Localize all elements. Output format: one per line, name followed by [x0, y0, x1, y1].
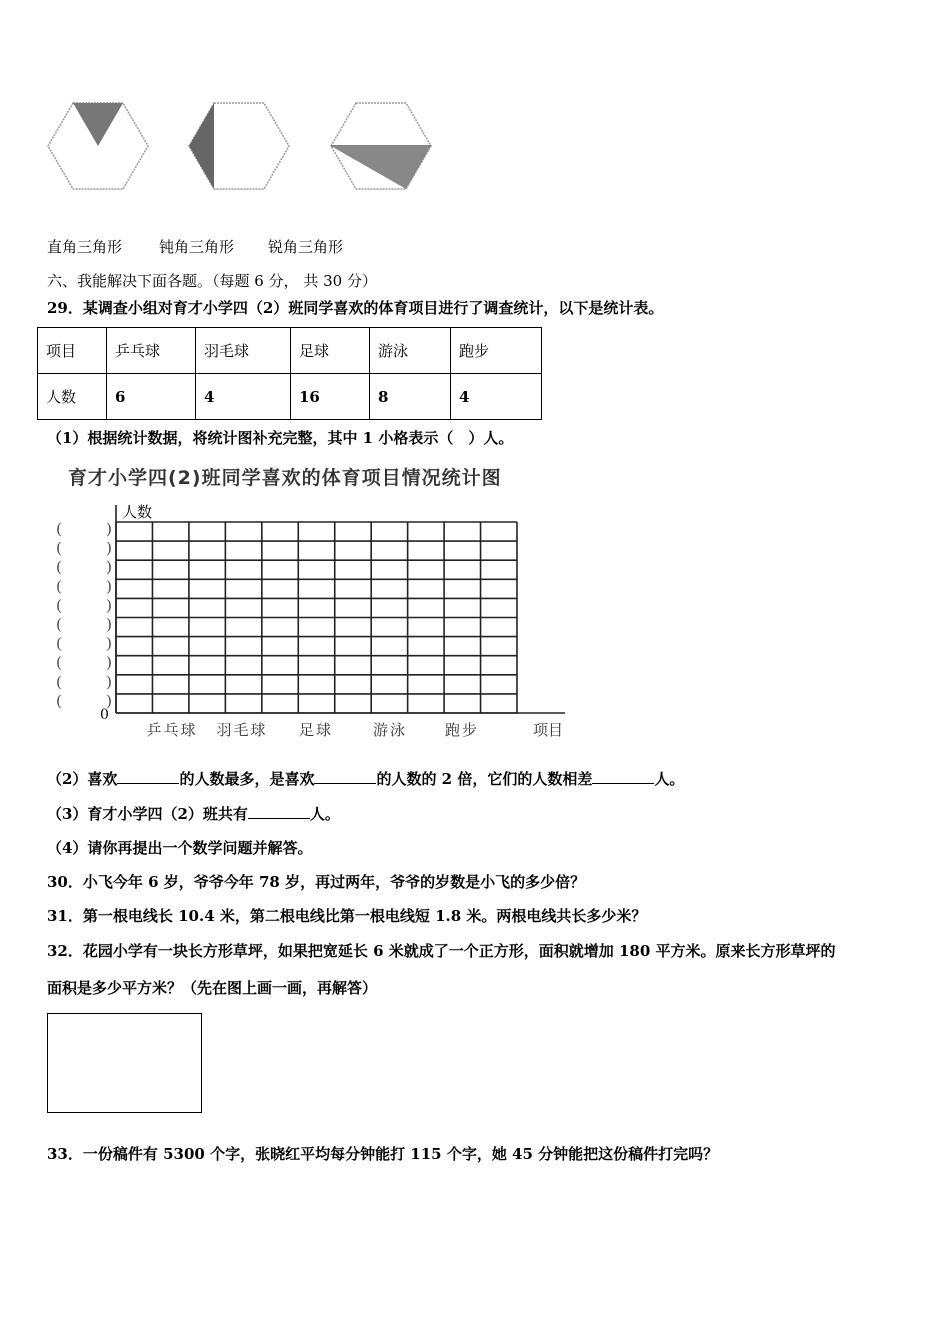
- table-row: [38, 374, 542, 420]
- y-tick-blank: ( ): [56, 577, 112, 596]
- q29-part4: （4）请你再提出一个数学问题并解答。: [47, 839, 313, 857]
- text: 人。: [309, 805, 340, 823]
- chart-title: 育才小学四(2)班同学喜欢的体育项目情况统计图: [68, 467, 502, 489]
- y-tick-blank: ( ): [56, 520, 112, 538]
- text: 的人数的 2 倍，它们的人数相差: [376, 770, 593, 788]
- table-cell: 项目: [38, 328, 107, 374]
- y-axis-label: 人数: [122, 503, 153, 521]
- q32-line2: 面积是多少平方米？（先在图上画一画，再解答）: [47, 979, 378, 997]
- x-tick-label: 足球: [298, 721, 334, 739]
- q29-stem: 29．某调查小组对育才小学四（2）班同学喜欢的体育项目进行了调查统计，以下是统计表。: [47, 299, 664, 317]
- table-cell: 游泳: [370, 328, 451, 374]
- answer-blank[interactable]: [314, 783, 376, 784]
- q33: 33．一份稿件有 5300 个字，张晓红平均每分钟能打 115 个字，她 45 分钟能把这份稿件打完吗？: [47, 1145, 719, 1163]
- x-tick-label: 跑步: [444, 721, 480, 739]
- table-cell: 足球: [291, 328, 370, 374]
- answer-blank[interactable]: [248, 818, 310, 819]
- q29-part2: [47, 768, 684, 789]
- table-cell: 8: [370, 374, 451, 420]
- table-cell: 人数: [38, 374, 107, 420]
- y-tick-blank: ( ): [56, 558, 112, 577]
- drawing-rectangle[interactable]: [47, 1013, 202, 1113]
- y-tick-blank: ( ): [56, 691, 112, 710]
- x-tick-label: 羽毛球: [216, 721, 268, 739]
- label-acute-triangle: 锐角三角形: [268, 238, 344, 256]
- text: （2）喜欢: [47, 770, 118, 788]
- bar-chart-grid: [0, 495, 600, 745]
- text: 人。: [654, 770, 685, 788]
- hexagon-figures: [0, 0, 950, 260]
- table-cell: 跑步: [451, 328, 542, 374]
- section-heading: 六、我能解决下面各题。（每题 6 分， 共 30 分）: [47, 272, 377, 290]
- y-tick-blank: ( ): [56, 539, 112, 558]
- answer-blank[interactable]: [117, 783, 179, 784]
- y-tick-blank: ( ): [56, 653, 112, 672]
- q31: 31．第一根电线长 10.4 米，第二根电线比第一根电线短 1.8 米。两根电线共长多少米？: [47, 907, 647, 925]
- table-cell: 16: [291, 374, 370, 420]
- table-header-row: [38, 328, 542, 374]
- y-tick-blank: ( ): [56, 596, 112, 615]
- table-cell: 4: [451, 374, 542, 420]
- y-tick-blank: ( ): [56, 672, 112, 691]
- label-obtuse-triangle: 钝角三角形: [159, 238, 235, 256]
- text: 的人数最多，是喜欢: [179, 770, 315, 788]
- q29-part3: [47, 803, 340, 824]
- table-cell: 4: [196, 374, 291, 420]
- y-tick-blank: ( ): [56, 634, 112, 653]
- x-axis-label: 项目: [532, 721, 564, 739]
- label-right-triangle: 直角三角形: [47, 238, 123, 256]
- q30: 30．小飞今年 6 岁，爷爷今年 78 岁，再过两年，爷爷的岁数是小飞的多少倍？: [47, 873, 586, 891]
- table-cell: 羽毛球: [196, 328, 291, 374]
- table-cell: 乒乓球: [107, 328, 196, 374]
- hexagon-acute-triangle: [331, 103, 431, 189]
- answer-blank[interactable]: [592, 783, 654, 784]
- table-cell: 6: [107, 374, 196, 420]
- q32-line1: 32．花园小学有一块长方形草坪，如果把宽延长 6 米就成了一个正方形，面积就增加 180 平方米。原来长方形草坪的: [47, 942, 836, 960]
- hexagon-obtuse-triangle: [189, 103, 289, 189]
- stats-table: [37, 327, 542, 420]
- x-tick-label: 乒乓球: [146, 721, 198, 739]
- y-tick-blank: ( ): [56, 615, 112, 634]
- q29-part1: （1）根据统计数据，将统计图补充完整，其中 1 小格表示（ ）人。: [47, 429, 514, 447]
- zero-tick: 0: [100, 707, 109, 723]
- x-tick-label: 游泳: [372, 721, 408, 739]
- text: （3）育才小学四（2）班共有: [47, 805, 248, 823]
- hexagon-right-triangle: [48, 103, 148, 189]
